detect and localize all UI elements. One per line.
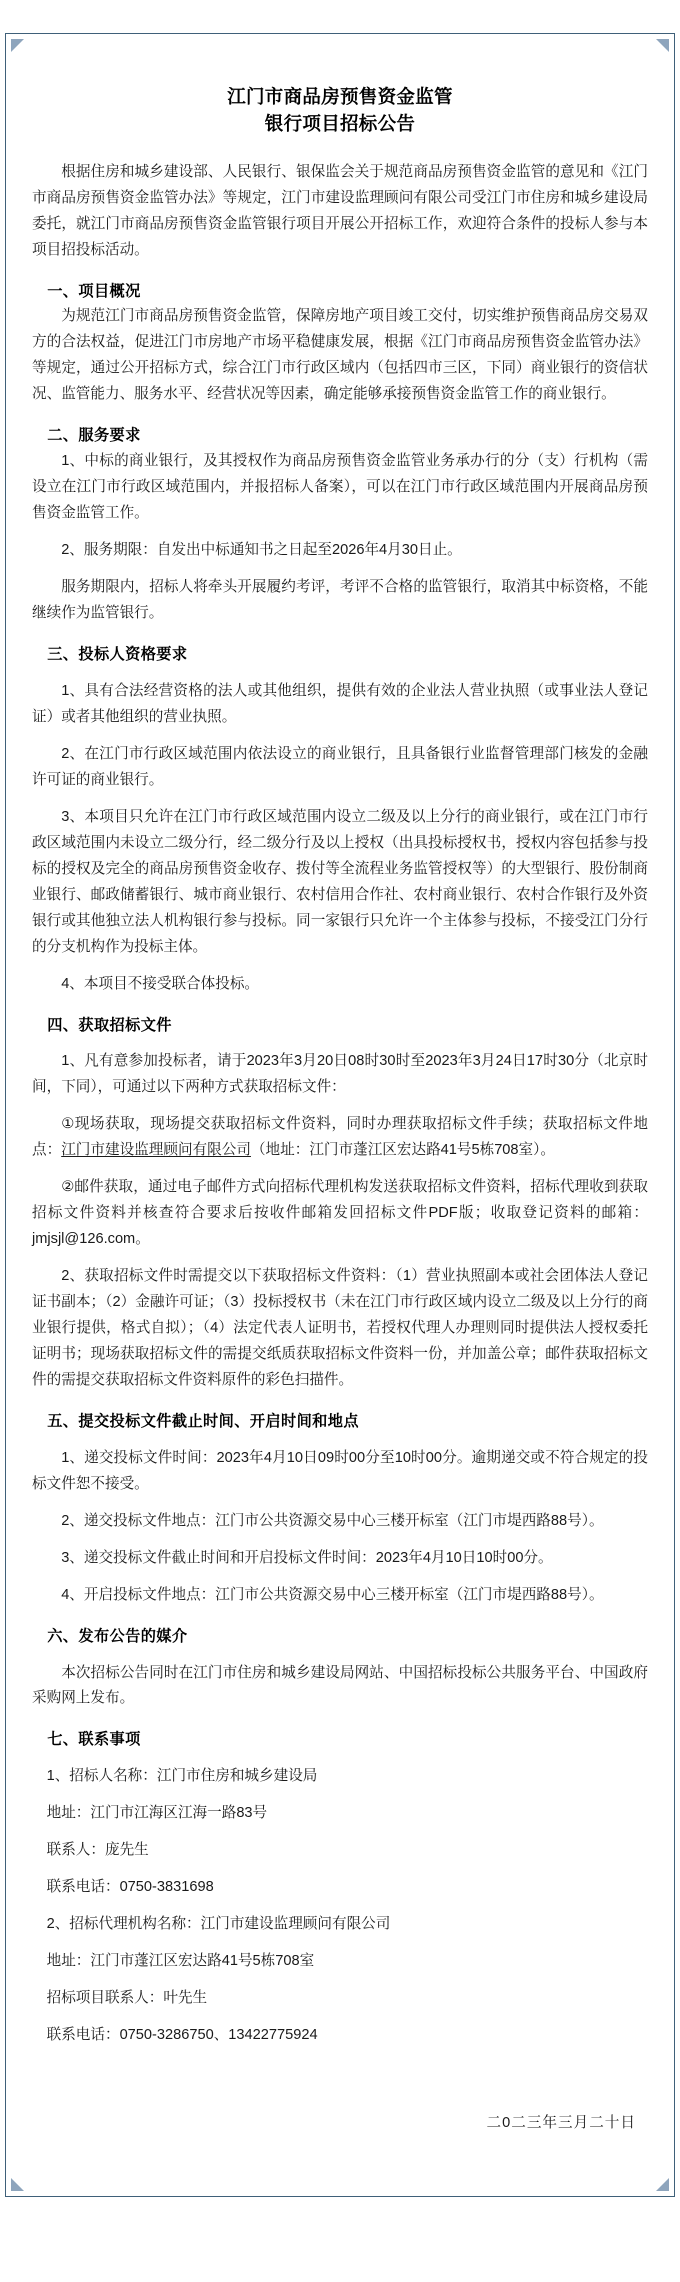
contact-tenderer-person: 联系人：庞先生 [46, 1842, 149, 1859]
intro-paragraph: 根据住房和城乡建设部、人民银行、银保监会关于规范商品房预售资金监管的意见和《江门市商品房预售资金监管办法》等规定，江门市建设监理顾问有限公司受江门市住房和城乡建设局委托，就江门市商品房预售资金监管银行项目开展公开招标工作，欢迎符合条件的投标人参与本项目招投标活动。 [32, 163, 648, 258]
section-3-paragraph-3: 3、本项目只允许在江门市行政区域范围内设立二级及以上分行的商业银行，或在江门市行政区域范围内未设立二级分行，经二级分行及以上授权（出具投标授权书，授权内容包括参与投标的授权及完全的商品房预售资金收存、拨付等全流程业务监管授权等）的大型银行、股份制商业银行、邮政储蓄银行、城市商业银行、农村信用合作社、农村商业银行、农村合作银行及外资银行或其他独立法人机构银行参与投标。同一家银行只允许一个主体参与投标，不接受江门分行的分支机构作为投标主体。 [32, 808, 648, 955]
section-4-paragraph-4: 2、获取招标文件时需提交以下获取招标文件资料：（1）营业执照副本或社会团体法人登记证书副本；（2）金融许可证；（3）投标授权书（未在江门市行政区域内设立二级及以上分行的商业银行提供，格式自拟）；（4）法定代表人证明书，若授权代理人办理则同时提供法人授权委托证明书；现场获取招标文件的需提交纸质获取招标文件资料一份，并加盖公章；邮件获取招标文件的需提交获取招标文件资料原件的彩色扫描件。 [32, 1268, 648, 1388]
bottom-spacer [32, 2146, 648, 2172]
section-heading-service-requirements: 二、服务要求 [47, 427, 141, 445]
section-3-paragraph-2: 2、在江门市行政区域范围内依法设立的商业银行，且具备银行业监督管理部门核发的金融许可证的商业银行。 [32, 745, 648, 788]
corner-marker-top-right-icon [656, 39, 669, 52]
contact-tenderer-phone: 联系电话：0750-3831698 [46, 1879, 214, 1896]
section-4-onsite-prefix: ①现场获取，现场提交获取招标文件资料，同时办理获取招标文件手续；获取招标文件地点： [32, 1116, 648, 1159]
section-3-paragraph-1: 1、具有合法经营资格的法人或其他组织，提供有效的企业法人营业执照（或事业法人登记证）或者其他组织的营业执照。 [32, 682, 648, 725]
document-title-line-1: 江门市商品房预售资金监管 [227, 86, 453, 107]
section-4-onsite-suffix: （地址：江门市蓬江区宏达路41号5栋708室）。 [250, 1142, 556, 1159]
contact-agency-phone: 联系电话：0750-3286750、13422775924 [46, 2027, 318, 2044]
section-heading-bidder-qualifications: 三、投标人资格要求 [47, 646, 188, 663]
section-3-paragraph-4: 4、本项目不接受联合体投标。 [61, 975, 260, 992]
introduction-block [32, 160, 648, 264]
section-4-paragraph-1: 1、凡有意参加投标者，请于2023年3月20日08时30时至2023年3月24日17时30分（北京时间，下同），可通过以下两种方式获取招标文件： [32, 1053, 648, 1096]
corner-marker-bottom-right-icon [656, 2178, 669, 2191]
contact-agency-name: 2、招标代理机构名称：江门市建设监理顾问有限公司 [46, 1916, 391, 1933]
signature-date: 二0二三年三月二十日 [486, 2115, 636, 2132]
section-4-paragraph-2 [32, 1112, 648, 1164]
section-2-paragraph-2: 2、服务期限：自发出中标通知书之日起至2026年4月30日止。 [61, 542, 462, 559]
contact-agency-person: 招标项目联系人：叶先生 [46, 1990, 208, 2007]
section-heading-project-overview: 一、项目概况 [47, 282, 141, 300]
section-6-paragraph-1: 本次招标公告同时在江门市住房和城乡建设局网站、中国招标投标公共服务平台、中国政府采购网上发布。 [32, 1664, 648, 1707]
section-heading-submission-deadline: 五、提交投标文件截止时间、开启时间和地点 [47, 1412, 359, 1430]
section-2-paragraph-3: 服务期限内，招标人将牵头开展履约考评，考评不合格的监管银行，取消其中标资格，不能继续作为监管银行。 [32, 579, 648, 622]
section-4-paragraph-3: ②邮件获取，通过电子邮件方式向招标代理机构发送获取招标文件资料，招标代理收到获取招标文件资料并核查符合要求后按收件邮箱发回招标文件PDF版；收取登记资料的邮箱：jmjsjl@126.com。 [32, 1179, 648, 1248]
section-5-paragraph-4: 4、开启投标文件地点：江门市公共资源交易中心三楼开标室（江门市堤西路88号）。 [61, 1586, 604, 1603]
document-title-line-2: 银行项目招标公告 [264, 113, 416, 135]
section-2-paragraph-1: 1、中标的商业银行，及其授权作为商品房预售资金监管业务承办行的分（支）行机构（需设立在江门市行政区域范围内，并报招标人备案），可以在江门市行政区域范围内开展商品房预售资金监管工作。 [32, 453, 648, 522]
document-page [0, 33, 680, 2282]
section-1-paragraph-1: 为规范江门市商品房预售资金监管，保障房地产项目竣工交付，切实维护预售商品房交易双方的合法权益，促进江门市房地产市场平稳健康发展，根据《江门市商品房预售资金监管办法》等规定，通过公开招标方式，综合江门市行政区域内（包括四市三区，下同）商业银行的资信状况、监管能力、服务水平、经营状况等因素，确定能够承接预售资金监管工作的商业银行。 [32, 308, 648, 403]
contact-tenderer-name: 1、招标人名称：江门市住房和城乡建设局 [46, 1768, 318, 1785]
section-heading-contact-information: 七、联系事项 [47, 1731, 141, 1749]
contact-agency-address: 地址：江门市蓬江区宏达路41号5栋708室 [46, 1953, 315, 1970]
document-frame [5, 33, 675, 2197]
section-heading-obtain-tender-documents: 四、获取招标文件 [47, 1016, 172, 1034]
section-5-paragraph-3: 3、递交投标文件截止时间和开启投标文件时间：2023年4月10日10时00分。 [61, 1549, 553, 1566]
document-title [32, 83, 648, 138]
section-5-paragraph-1: 1、递交投标文件时间：2023年4月10日09时00分至10时00分。逾期递交或不符合规定的投标文件恕不接受。 [32, 1449, 648, 1492]
corner-marker-bottom-left-icon [11, 2178, 24, 2191]
section-5-paragraph-2: 2、递交投标文件地点：江门市公共资源交易中心三楼开标室（江门市堤西路88号）。 [61, 1512, 604, 1529]
tender-agency-link[interactable]: 江门市建设监理顾问有限公司 [61, 1142, 251, 1159]
corner-marker-top-left-icon [11, 39, 24, 52]
section-heading-announcement-media: 六、发布公告的媒介 [47, 1627, 188, 1645]
contact-tenderer-address: 地址：江门市江海区江海一路83号 [46, 1805, 268, 1822]
